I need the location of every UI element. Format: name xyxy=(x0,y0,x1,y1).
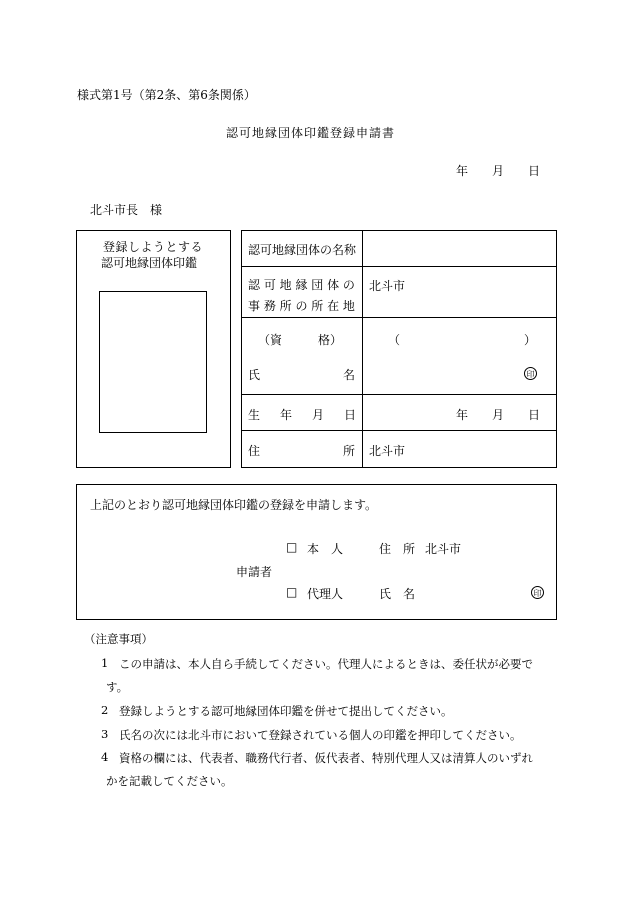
applicant-label: 申請者 xyxy=(236,565,273,579)
table-row-divider xyxy=(241,266,557,267)
notes-heading: （注意事項） xyxy=(84,632,153,646)
representative-name-field[interactable] xyxy=(372,360,512,386)
date-year: 年 xyxy=(456,164,469,178)
seal-impression-area[interactable] xyxy=(99,291,207,433)
applicant-name-label: 氏 名 xyxy=(379,587,416,601)
seal-mark-icon: 印 xyxy=(524,367,537,380)
self-checkbox[interactable]: □ xyxy=(286,540,298,554)
note-number: 1 xyxy=(101,656,109,670)
qualification-field[interactable] xyxy=(405,327,520,349)
birth-label-4: 日 xyxy=(344,408,357,422)
note-text-continued: す。 xyxy=(106,680,129,694)
date-day: 日 xyxy=(528,164,541,178)
birth-month-unit: 月 xyxy=(492,408,505,422)
qualification-open-paren: （ xyxy=(388,333,401,347)
note-text: 氏名の次には北斗市において登録されている個人の印鑑を押印してください。 xyxy=(119,728,522,742)
note-number: 4 xyxy=(101,750,109,764)
table-row-divider xyxy=(241,430,557,431)
agent-checkbox[interactable]: □ xyxy=(286,585,298,599)
applicant-address-label: 住 所 xyxy=(379,542,416,556)
birth-label-1: 生 xyxy=(248,408,261,422)
representative-name-label-a: 氏 xyxy=(248,368,261,382)
seal-box-caption-1: 登録しようとする xyxy=(103,240,204,254)
note-text: 登録しようとする認可地縁団体印鑑を併せて提出してください。 xyxy=(119,704,453,718)
birth-label-3: 月 xyxy=(312,408,325,422)
birth-label-2: 年 xyxy=(280,408,293,422)
form-number: 様式第1号（第2条、第6条関係） xyxy=(77,88,256,102)
note-text: 資格の欄には、代表者、職務代行者、仮代表者、特別代理人又は清算人のいずれ xyxy=(119,751,533,765)
self-label: 本 人 xyxy=(307,542,344,556)
group-name-field[interactable] xyxy=(363,231,556,266)
addressee: 北斗市長 様 xyxy=(90,203,163,217)
applicant-address-value[interactable]: 北斗市 xyxy=(425,542,462,556)
note-text-continued: かを記載してください。 xyxy=(106,774,233,788)
group-name-label: 認可地縁団体の名称 xyxy=(248,243,357,257)
office-location-value[interactable]: 北斗市 xyxy=(369,279,406,293)
birth-year-unit: 年 xyxy=(456,408,469,422)
page-title: 認可地縁団体印鑑登録申請書 xyxy=(226,126,396,140)
seal-mark-icon: 印 xyxy=(531,586,544,599)
table-row-divider xyxy=(241,317,557,318)
note-text: この申請は、本人自ら手続してください。代理人によるときは、委任状が必要で xyxy=(119,657,533,671)
seal-box-caption-2: 認可地縁団体印鑑 xyxy=(101,256,198,270)
office-location-label-2: 事 務 所 の 所 在 地 xyxy=(248,299,355,313)
representative-name-label-b: 名 xyxy=(343,368,356,382)
note-number: 3 xyxy=(101,727,109,741)
address-label-b: 所 xyxy=(343,444,356,458)
application-statement: 上記のとおり認可地縁団体印鑑の登録を申請します。 xyxy=(90,498,378,512)
note-number: 2 xyxy=(101,703,109,717)
qualification-close-paren: ） xyxy=(524,333,537,347)
office-location-label-1: 認 可 地 縁 団 体 の xyxy=(248,278,355,292)
applicant-name-field[interactable] xyxy=(420,580,520,604)
agent-label: 代理人 xyxy=(307,587,344,601)
date-month: 月 xyxy=(492,164,505,178)
birth-day-unit: 日 xyxy=(528,408,541,422)
qualification-label: （資 格） xyxy=(258,333,343,347)
address-value[interactable]: 北斗市 xyxy=(369,444,406,458)
address-label-a: 住 xyxy=(248,444,261,458)
